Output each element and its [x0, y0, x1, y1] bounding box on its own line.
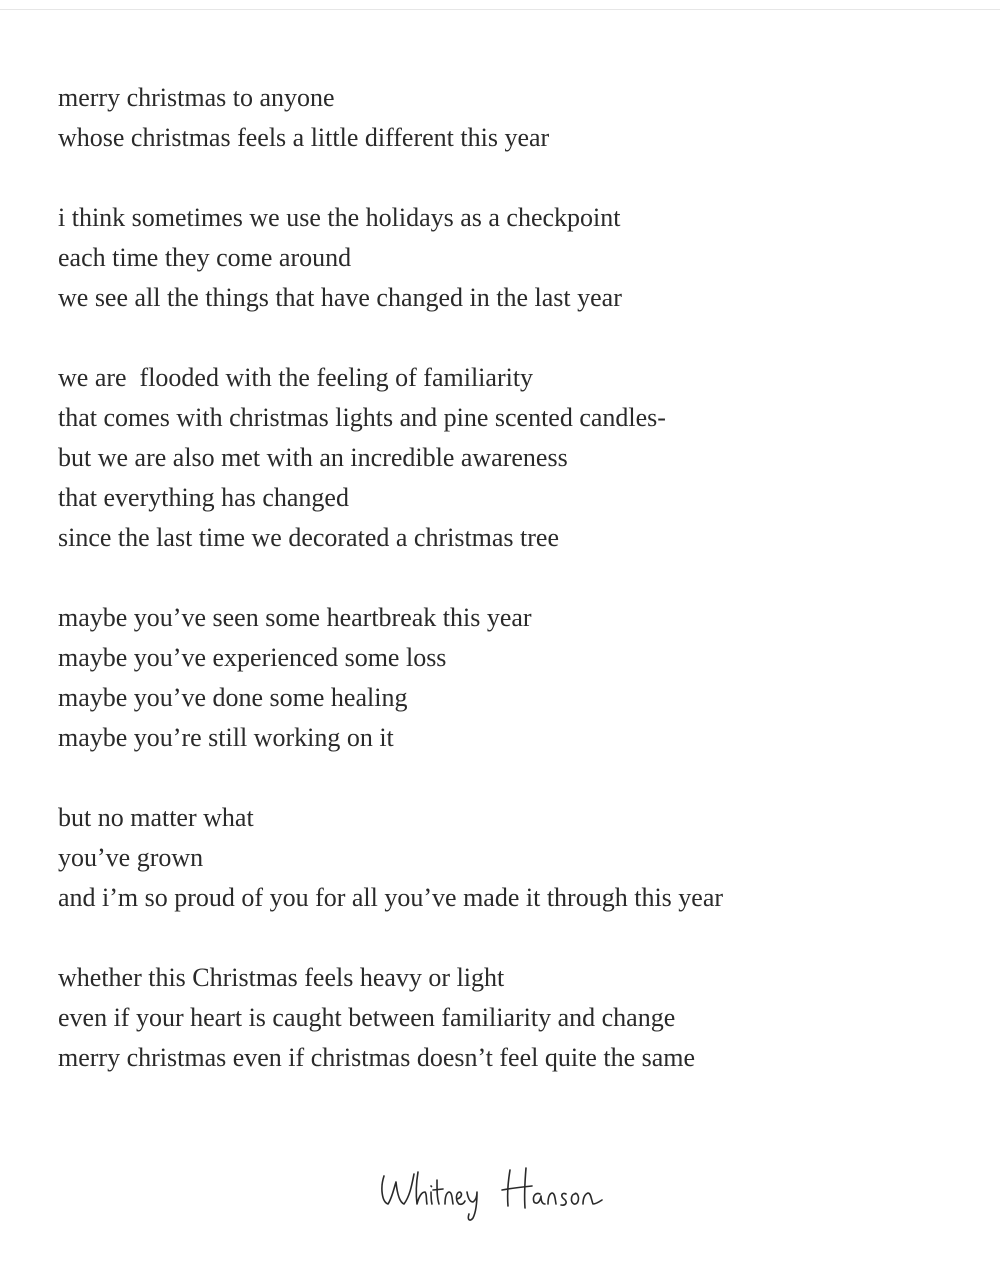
poem-line: whether this Christmas feels heavy or light — [58, 963, 505, 992]
poem-line: maybe you’ve done some healing — [58, 683, 408, 712]
poem-line: we are flooded with the feeling of familiarity — [58, 363, 534, 392]
signature-drawing — [370, 1158, 630, 1228]
poem-line: merry christmas even if christmas doesn’t feel quite the same — [58, 1043, 696, 1072]
stanza-3 — [58, 358, 958, 558]
stanza-4 — [58, 598, 958, 758]
author-signature — [0, 1158, 1000, 1233]
stanza-1 — [58, 78, 958, 158]
poem-line: you’ve grown — [58, 843, 204, 872]
poem-line: even if your heart is caught between familiarity and change — [58, 1003, 676, 1032]
poem-line: and i’m so proud of you for all you’ve made it through this year — [58, 883, 724, 912]
stanza-5 — [58, 798, 958, 918]
poem-line: maybe you’re still working on it — [58, 723, 394, 752]
poem-body — [58, 78, 958, 1118]
poem-line: we see all the things that have changed in the last year — [58, 283, 622, 312]
poem-line: since the last time we decorated a christmas tree — [58, 523, 560, 552]
top-divider — [0, 9, 1000, 10]
stanza-2 — [58, 198, 958, 318]
poem-line: maybe you’ve experienced some loss — [58, 643, 447, 672]
poem-line: but we are also met with an incredible awareness — [58, 443, 568, 472]
poem-line: that everything has changed — [58, 483, 349, 512]
poem-line: merry christmas to anyone — [58, 83, 335, 112]
poem-line: i think sometimes we use the holidays as a checkpoint — [58, 203, 621, 232]
poem-line: whose christmas feels a little different this year — [58, 123, 550, 152]
stanza-6 — [58, 958, 958, 1078]
poem-line: each time they come around — [58, 243, 352, 272]
poem-line: that comes with christmas lights and pine scented candles- — [58, 403, 666, 432]
poem-line: maybe you’ve seen some heartbreak this year — [58, 603, 532, 632]
poem-line: but no matter what — [58, 803, 254, 832]
